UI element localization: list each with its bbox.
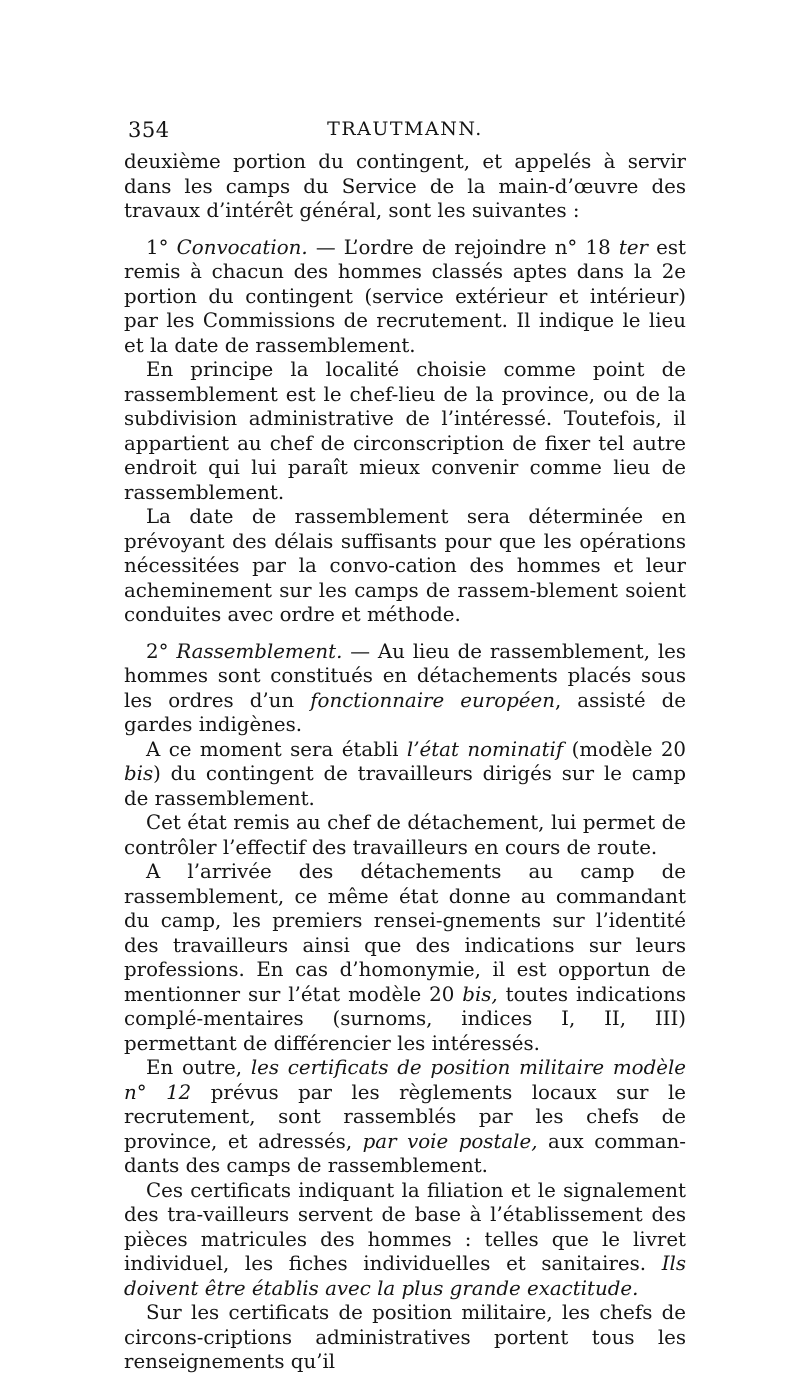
section-title: Rassemblement. [176,639,343,663]
paragraph-text: , assisté de gardes indigènes. [124,688,686,736]
paragraph-intro [124,150,686,224]
section-number: 1° [146,235,177,259]
italic-text: bis [124,762,154,785]
paragraph-text: — L’ordre de rejoindre n° 18 [307,235,619,259]
document-body [124,150,686,1375]
paragraph-text: aux comman-dants des camps de rassemblement. [124,1129,686,1177]
paragraph-principe [124,358,686,505]
section-convocation [124,236,686,359]
paragraph-text: toutes indications complé-mentaires (surnoms, indices I, II, III) permettant de différencier les intéressés. [124,982,686,1055]
section-number: 2° [146,639,177,663]
paragraph-text: La date de rassemblement sera déterminée en prévoyant des délais suffisants pour que les opérations nécessitées par la convo-cation des hommes et leur acheminement sur les camps de rassem-blement soient conduites avec ordre et méthode. [124,505,686,626]
paragraph-text: deuxième portion du contingent, et appelés à servir dans les camps du Service de la main-d’œuvre des travaux d’intérêt général, sont les suivantes : [124,150,686,222]
paragraph-text: A ce moment sera établi [146,737,407,761]
paragraph-renseignements [124,1301,686,1375]
paragraph-text: est remis à chacun des hommes classés aptes dans la 2e portion du contingent (service extérieur et intérieur) par les Commissions de recrutement. Il indique le lieu et la date de rassemblement. [124,235,686,357]
italic-text: par voie postale, [362,1129,538,1153]
italic-text: les certificats de position militaire modèle n° 12 [124,1056,686,1104]
paragraph-date [124,505,686,628]
paragraph-text: En outre, [146,1056,251,1079]
paragraph-text: Ces certificats indiquant la filiation et le signalement des tra-vailleurs servent de base à l’établissement des pièces matricules des hommes : telles que le livret individuel, les fiches individuelles et sanitaires. [124,1178,686,1275]
section-title: Convocation. [176,235,308,259]
paragraph-text: Cet état remis au chef de détachement, lui permet de contrôler l’effectif des travailleurs en cours de route. [124,811,686,859]
running-title: TRAUTMANN. [327,118,483,140]
italic-text: Ils doivent être établis avec la plus grande exactitude. [124,1252,686,1300]
italic-text: l’état nominatif [406,737,564,761]
paragraph-text: Sur les certificats de position militaire, les chefs de circons-criptions administratives portent tous les renseignements qu’il [124,1301,686,1373]
italic-text: bis, [462,982,498,1006]
paragraph-etat-nominatif [124,738,686,812]
section-rassemblement [124,640,686,738]
paragraph-text: En principe la localité choisie comme point de rassemblement est le chef-lieu de la province, ou de la subdivision administrative de l’intéressé. Toutefois, il appartient au chef de circonscription de fixer tel autre endroit qui lui paraît mieux convenir comme lieu de rassemblement. [124,358,686,504]
italic-text: ter [618,235,648,259]
paragraph-text: prévus par les règlements locaux sur le recrutement, sont rassemblés par les chefs de province, et adressés, [124,1080,686,1153]
paragraph-text: (modèle 20 [563,737,687,761]
paragraph-arrivee [124,860,686,1056]
italic-text: fonctionnaire européen [310,688,555,712]
paragraph-filiation [124,1179,686,1302]
paragraph-text: — Au lieu de rassemblement, les hommes sont constitués en détachements placés sous les ordres d’un [124,639,687,712]
page-number: 354 [128,118,170,142]
paragraph-text: A l’arrivée des détachements au camp de rassemblement, ce même état donne au commandant du camp, les premiers rensei-gnements sur l’identité des travailleurs ainsi que des indications sur leurs professions. En cas d’homonymie, il est opportun de mentionner sur l’état modèle 20 [124,860,686,1006]
page-header [128,118,682,148]
paragraph-certificats [124,1056,686,1179]
paragraph-controle [124,811,686,860]
paragraph-text: ) du contingent de travailleurs dirigés sur le camp de rassemblement. [124,762,686,810]
